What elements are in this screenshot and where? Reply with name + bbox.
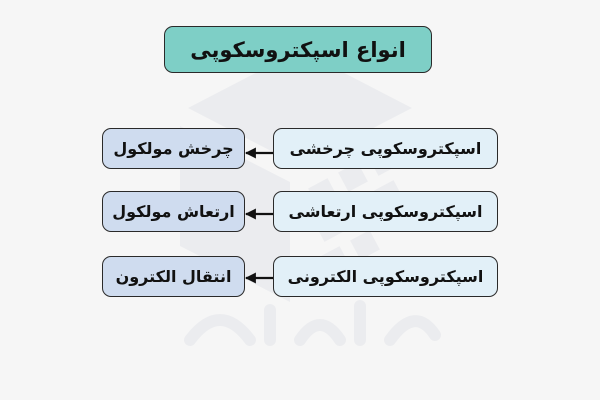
effect-electron-transition: انتقال الکترون bbox=[102, 256, 245, 297]
effect-molecule-vibration: ارتعاش مولکول bbox=[102, 191, 245, 232]
diagram-title: انواع اسپکتروسکوپی bbox=[164, 26, 432, 73]
effect-molecule-rotation: چرخش مولکول bbox=[102, 128, 245, 169]
spectroscopy-type-rotational: اسپکتروسکوپی چرخشی bbox=[273, 128, 498, 169]
spectroscopy-type-electronic: اسپکتروسکوپی الکترونی bbox=[273, 256, 498, 297]
spectroscopy-type-vibrational: اسپکتروسکوپی ارتعاشی bbox=[273, 191, 498, 232]
